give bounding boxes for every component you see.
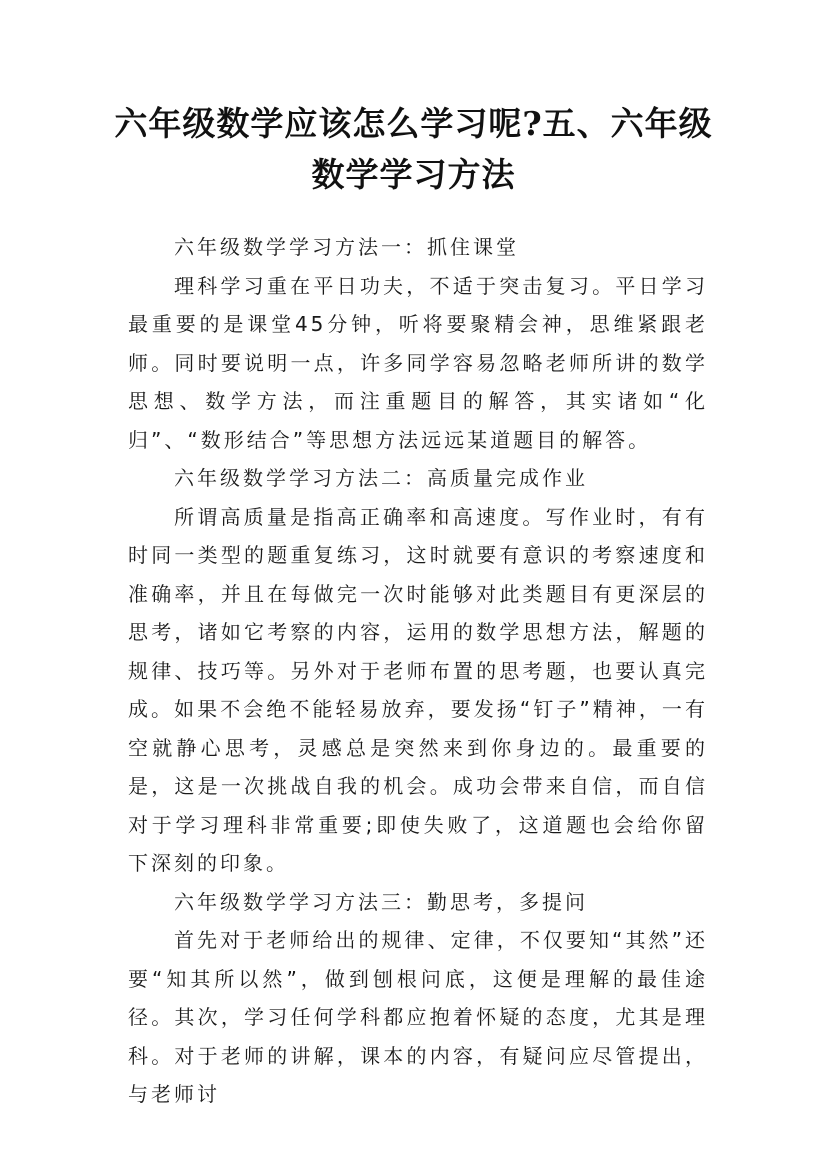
section-paragraph-2: 所谓高质量是指高正确率和高速度。写作业时，有有时同一类型的题重复练习，这时就要有意识的考察速度和准确率，并且在每做完一次时能够对此类题目有更深层的思考，诸如它考察的内容，运用的数学思想方法，解题的规律、技巧等。另外对于老师布置的思考题，也要认真完成。如果不会绝不能轻易放弃，要发扬“钉子”精神，一有空就静心思考，灵感总是突然来到你身边的。最重要的是，这是一次挑战自我的机会。成功会带来自信，而自信对于学习理科非常重要;即使失败了，这道题也会给你留下深刻的印象。 <box>128 504 708 875</box>
section-paragraph-3: 首先对于老师给出的规律、定律，不仅要知“其然”还要“知其所以然”，做到刨根问底，这便是理解的最佳途径。其次，学习任何学科都应抱着怀疑的态度，尤其是理科。对于老师的讲解，课本的内容，有疑问应尽管提出，与老师讨 <box>128 928 708 1106</box>
section-heading-1: 六年级数学学习方法一：抓住课堂 <box>174 235 519 259</box>
section-heading-3: 六年级数学学习方法三：勤思考，多提问 <box>174 889 588 914</box>
document-body <box>128 228 708 1114</box>
document-title: 六年级数学应该怎么学习呢?五、六年级数学学习方法 <box>114 104 713 194</box>
section-heading-2: 六年级数学学习方法二：高质量完成作业 <box>174 466 588 490</box>
section-paragraph-1: 理科学习重在平日功夫，不适于突击复习。平日学习最重要的是课堂45分钟，听将要聚精会神，思维紧跟老师。同时要说明一点，许多同学容易忽略老师所讲的数学思想、数学方法，而注重题目的解答，其实诸如“化归”、“数形结合”等思想方法远远某道题目的解答。 <box>128 273 708 452</box>
